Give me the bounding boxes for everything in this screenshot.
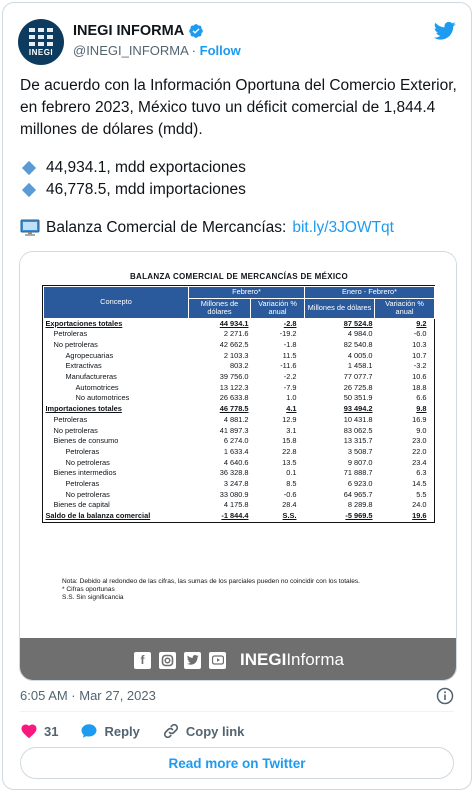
row-label: Importaciones totales: [45, 404, 122, 414]
row-label: Petroleras: [65, 479, 100, 489]
divider: [20, 711, 454, 712]
header-enero-febrero: Enero - Febrero*: [305, 287, 435, 299]
table-row: [44, 393, 435, 404]
tweet-actions: [20, 719, 244, 743]
row-label: No petroleras: [53, 339, 98, 349]
row-label: No petroleras: [65, 457, 110, 467]
brand-light: Informa: [286, 650, 344, 669]
table-row: [44, 404, 435, 415]
table-row: [44, 329, 435, 340]
separator-dot: ·: [191, 43, 197, 58]
row-value: 10.3: [412, 339, 427, 349]
header-millones-2: Millones de dólares: [305, 298, 375, 318]
row-value: 1.0: [286, 393, 297, 403]
row-value: 12.9: [282, 414, 297, 424]
row-value: -2.2: [283, 372, 297, 382]
row-label: Automotrices: [75, 382, 119, 392]
table-row: [44, 436, 435, 447]
row-value: 50 351.9: [343, 393, 373, 403]
table-row: [44, 458, 435, 469]
row-value: 4 881.2: [223, 414, 249, 424]
row-value: 11.5: [282, 350, 297, 360]
row-value: 4.1: [286, 404, 297, 414]
tweet-card: [2, 2, 472, 790]
row-value: 18.8: [412, 382, 427, 392]
row-value: -19.2: [279, 329, 297, 339]
row-value: 13 315.7: [343, 436, 373, 446]
row-value: 26 633.8: [219, 393, 249, 403]
row-label: Petroleras: [65, 446, 100, 456]
avatar[interactable]: [18, 19, 64, 65]
table-body: [44, 318, 435, 522]
note-line: S.S. Sin significancia: [62, 594, 124, 601]
link-chain-icon: [162, 722, 180, 740]
link-line: [20, 217, 394, 239]
row-value: 5.5: [416, 489, 427, 499]
row-value: 26 725.8: [343, 382, 373, 392]
header-millones-1: Millones de dólares: [189, 298, 251, 318]
reply-button[interactable]: [80, 722, 139, 740]
note-line: * Cifras oportunas: [62, 586, 115, 593]
row-value: 10.7: [412, 350, 427, 360]
copy-link-button[interactable]: [162, 722, 245, 740]
row-value: 22.0: [412, 446, 427, 456]
row-label: Petroleras: [53, 414, 88, 424]
row-value: 803.2: [230, 361, 249, 371]
table-notes: [62, 578, 360, 602]
table-row: [44, 468, 435, 479]
row-value: 13.5: [282, 457, 297, 467]
row-value: 0.1: [286, 468, 297, 478]
row-value: 19.6: [412, 511, 427, 521]
row-value: 83 062.5: [343, 425, 373, 435]
table-row: [44, 340, 435, 351]
table-row: [44, 415, 435, 426]
row-value: -3.2: [413, 361, 427, 371]
tweet-bullets: [20, 157, 460, 201]
row-value: 13 122.3: [219, 382, 249, 392]
twitter-icon: [184, 652, 201, 669]
row-value: 2 271.6: [223, 329, 249, 339]
copy-link-label: Copy link: [185, 723, 245, 739]
tweet-timestamp[interactable]: 6:05 AM · Mar 27, 2023: [20, 688, 156, 703]
row-value: 28.4: [282, 500, 297, 510]
table-row: [44, 447, 435, 458]
read-more-button[interactable]: Read more on Twitter: [20, 747, 454, 779]
youtube-icon: [209, 652, 226, 669]
row-value: 4 984.0: [347, 329, 373, 339]
row-value: 1 458.1: [347, 361, 373, 371]
row-value: 46 778.5: [219, 404, 249, 414]
header-variacion-1: Variación % anual: [251, 298, 305, 318]
tweet-text: De acuerdo con la Información Oportuna del Comercio Exterior, en febrero 2023, México tuvo un déficit comercial de 1,844.4 millones de dólares (mdd).: [20, 77, 457, 138]
bullet-text: 44,934.1, mdd exportaciones: [46, 159, 246, 176]
avatar-text: INEGI: [28, 48, 54, 57]
short-link[interactable]: bit.ly/3JOWTqt: [292, 219, 394, 236]
row-value: -11.6: [280, 361, 297, 371]
row-value: 9 807.0: [347, 457, 373, 467]
row-value: 71 888.7: [343, 468, 373, 478]
row-value: 10.6: [412, 372, 427, 382]
row-value: -1 844.4: [221, 511, 249, 521]
tweet-image[interactable]: [19, 251, 457, 681]
instagram-icon: [159, 652, 176, 669]
account-name-row: [73, 23, 204, 39]
row-value: 6 274.0: [223, 436, 249, 446]
diamond-icon: [22, 183, 36, 197]
like-count: 31: [44, 723, 59, 739]
row-value: 1 633.4: [223, 446, 249, 456]
tweet-header: [18, 19, 456, 67]
image-footer-bar: [20, 638, 457, 681]
row-value: 10 431.8: [343, 414, 373, 424]
bullet-exports: [20, 157, 460, 179]
verified-badge-icon: [188, 23, 204, 39]
row-value: 3 508.7: [347, 446, 373, 456]
row-label: Extractivas: [65, 361, 102, 371]
row-label: Saldo de la balanza comercial: [45, 511, 151, 521]
row-value: 4 640.6: [223, 457, 249, 467]
row-value: 8 289.8: [347, 500, 373, 510]
balance-table: [42, 285, 435, 523]
row-value: S.S.: [282, 511, 297, 521]
row-value: 4 005.0: [347, 350, 373, 360]
table-title: BALANZA COMERCIAL DE MERCANCÍAS DE MÉXICO: [129, 272, 349, 281]
row-label: No automotrices: [75, 393, 130, 403]
row-value: 36 328.8: [219, 468, 249, 478]
row-value: 16.9: [412, 414, 427, 424]
row-value: 93 494.2: [343, 404, 373, 414]
row-label: Bienes de capital: [53, 500, 110, 510]
header-variacion-2: Variación % anual: [375, 298, 435, 318]
row-value: -0.6: [283, 489, 297, 499]
inegi-logo-icon: [29, 28, 53, 46]
row-value: 9.0: [416, 425, 427, 435]
row-label: Agropecuarias: [65, 350, 114, 360]
computer-icon: [20, 219, 40, 237]
balance-table-area: [20, 252, 457, 638]
table-row: [44, 361, 435, 372]
row-value: 6.3: [416, 468, 427, 478]
bullet-text: 46,778.5, mdd importaciones: [46, 181, 246, 198]
diamond-icon: [22, 161, 36, 175]
reply-label: Reply: [104, 723, 140, 739]
row-value: 3.1: [286, 425, 297, 435]
row-label: Exportaciones totales: [45, 318, 123, 328]
row-label: No petroleras: [53, 425, 98, 435]
row-value: 6.6: [416, 393, 427, 403]
row-value: 8.5: [286, 479, 297, 489]
account-handle[interactable]: @INEGI_INFORMA: [73, 43, 189, 58]
row-label: Petroleras: [53, 329, 88, 339]
handle-row: [73, 43, 241, 58]
row-value: 44 934.1: [219, 318, 249, 328]
row-value: 9.2: [416, 318, 427, 328]
row-value: 15.8: [282, 436, 297, 446]
follow-button[interactable]: Follow: [199, 43, 241, 58]
inegi-informa-brand: [240, 650, 344, 670]
row-value: 23.4: [412, 457, 427, 467]
link-prefix: Balanza Comercial de Mercancías:: [46, 219, 287, 236]
row-label: No petroleras: [65, 489, 110, 499]
header-febrero: Febrero*: [189, 287, 305, 299]
table-row: [44, 426, 435, 437]
row-value: 82 540.8: [343, 339, 373, 349]
facebook-icon: f: [134, 652, 151, 669]
table-row: [44, 372, 435, 383]
info-icon[interactable]: [436, 687, 454, 705]
row-value: 77 077.7: [343, 372, 373, 382]
row-label: Manufactureras: [65, 372, 117, 382]
row-value: 39 756.0: [219, 372, 249, 382]
table-row: [44, 500, 435, 511]
row-value: -5 969.5: [345, 511, 373, 521]
row-label: Bienes intermedios: [53, 468, 117, 478]
heart-icon: [20, 722, 38, 740]
table-row: [44, 479, 435, 490]
table-row: [44, 318, 435, 329]
row-value: 6 923.0: [347, 479, 373, 489]
row-value: 4 175.8: [223, 500, 249, 510]
row-value: 42 662.5: [219, 339, 249, 349]
account-name[interactable]: INEGI INFORMA: [73, 23, 185, 39]
table-row: [44, 351, 435, 362]
row-value: 24.0: [412, 500, 427, 510]
table-row: [44, 383, 435, 394]
row-value: 22.8: [282, 446, 297, 456]
row-label: Bienes de consumo: [53, 436, 119, 446]
row-value: 3 247.8: [223, 479, 249, 489]
brand-bold: INEGI: [240, 650, 287, 669]
row-value: 23.0: [412, 436, 427, 446]
row-value: -6.0: [413, 329, 427, 339]
row-value: -7.9: [283, 382, 297, 392]
row-value: -1.8: [283, 339, 297, 349]
twitter-logo-icon[interactable]: [434, 21, 456, 41]
reply-bubble-icon: [80, 722, 98, 740]
row-value: 87 524.8: [343, 318, 373, 328]
bullet-imports: [20, 179, 460, 201]
row-value: 9.8: [416, 404, 427, 414]
row-value: 64 965.7: [343, 489, 373, 499]
header-concepto: Concepto: [44, 287, 189, 319]
row-value: 33 080.9: [219, 489, 249, 499]
row-value: 2 103.3: [223, 350, 249, 360]
row-value: 41 897.3: [219, 425, 249, 435]
row-value: -2.8: [283, 318, 297, 328]
note-line: Nota: Debido al redondeo de las cifras, las sumas de los parciales pueden no coincidir con los totales.: [62, 578, 360, 585]
like-button[interactable]: [20, 722, 58, 740]
table-row: [44, 490, 435, 501]
row-value: 14.5: [412, 479, 427, 489]
table-row: [44, 511, 435, 522]
